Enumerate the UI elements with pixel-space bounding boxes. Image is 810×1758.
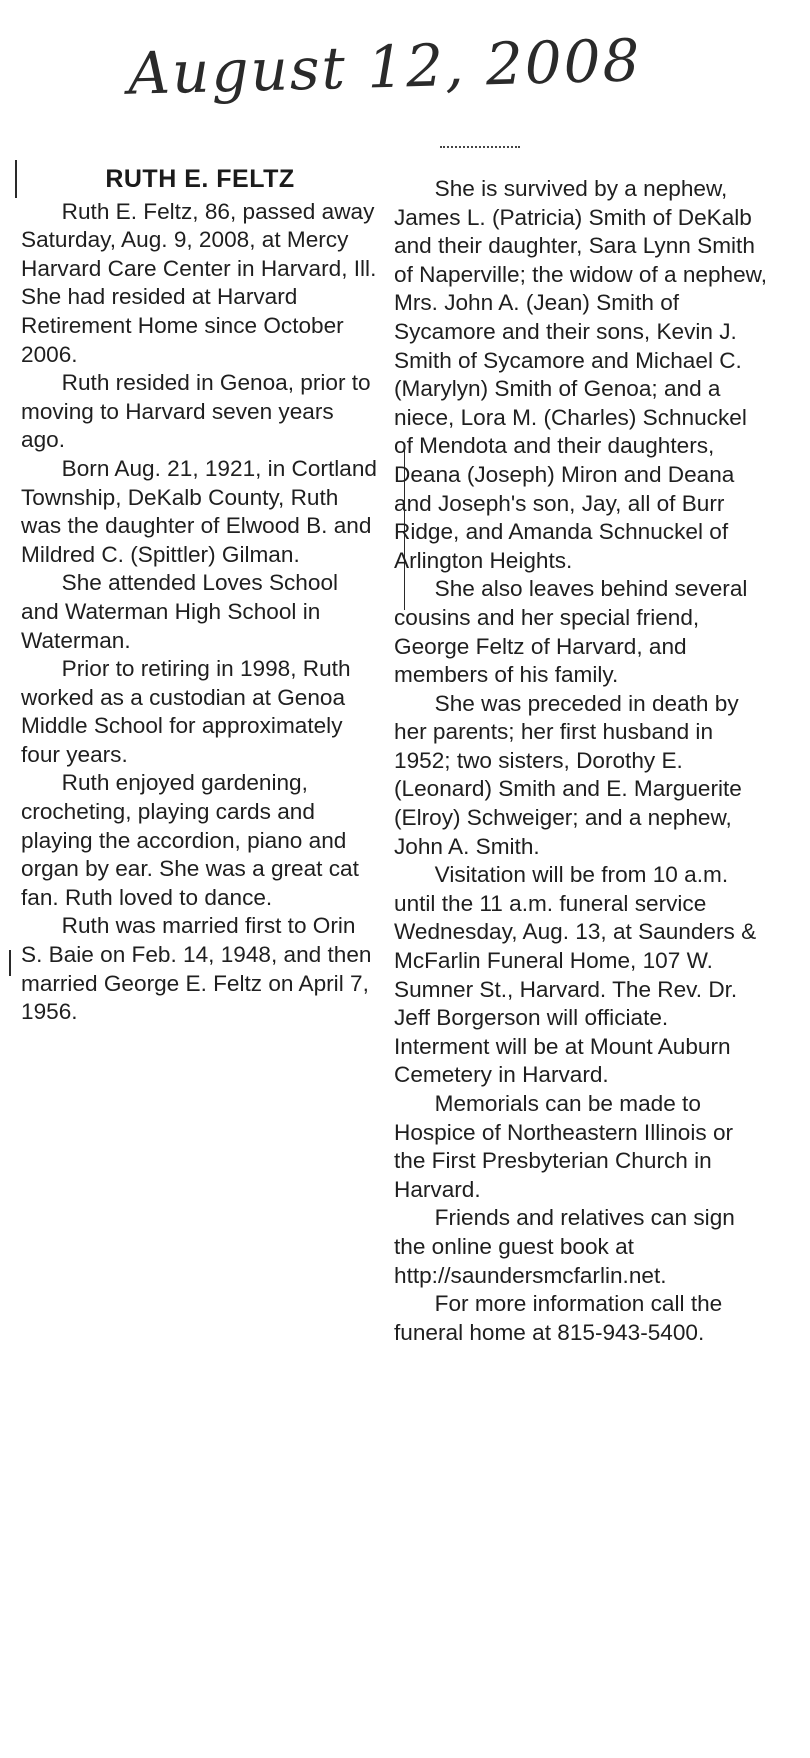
obituary-paragraph: Ruth E. Feltz, 86, passed away Saturday, Aug. 9, 2008, at Mercy Harvard Care Center in Harvard, Ill. She had resided at Harvard Retirement Home since October 2006. [21,198,377,367]
column-rule-left-lower [9,950,11,976]
obituary-paragraph: Ruth resided in Genoa, prior to moving to Harvard seven years ago. [21,370,371,453]
handwritten-date: August 12, 2008 [127,26,643,108]
column-rule-left [15,160,17,198]
obituary-paragraph: Visitation will be from 10 a.m. until the 11 a.m. funeral service Wednesday, Aug. 13, at Saunders & McFarlin Funeral Home, 107 W. Sumner St., Harvard. The Rev. Dr. Jeff Borgerson will officiate. Interment will be at Mount Auburn Cemetery in Harvard. [394,862,757,1088]
obituary-paragraph: Ruth was married first to Orin S. Baie on Feb. 14, 1948, and then married George E. Feltz on April 7, 1956. [21,913,372,1025]
clipped-text-remnant [440,146,520,156]
obituary-paragraph: Memorials can be made to Hospice of Northeastern Illinois or the First Presbyterian Church in Harvard. [394,1091,734,1202]
obituary-paragraph: She is survived by a nephew, James L. (Patricia) Smith of DeKalb and their daughter, Sara Lynn Smith of Naperville; the widow of a nephew, Mrs. John A. (Jean) Smith of Sycamore and their sons, Kevin J. Smith of Sycamore and Michael C. (Marylyn) Smith of Genoa; and a niece, Lora M. (Charles) Schnuckel of Mendota and their daughters, Deana (Joseph) Miron and Deana and Joseph's son, Jay, all of Burr Ridge, and Amanda Schnuckel of Arlington Heights. [394,176,768,573]
obituary-paragraph: She also leaves behind several cousins and her special friend, George Feltz of Harvard, and members of his family. [394,576,748,688]
obituary-paragraph: She attended Loves School and Waterman High School in Waterman. [21,570,339,653]
obituary-left-column [21,165,379,1027]
obituary-paragraph: For more information call the funeral home at 815-943-5400. [394,1291,723,1345]
obituary-paragraph: Ruth enjoyed gardening, crocheting, playing cards and playing the accordion, piano and organ by ear. She was a great cat fan. Ruth loved to dance. [21,770,359,910]
obituary-headline: RUTH E. FELTZ [105,165,295,193]
obituary-right-column [394,175,768,1347]
obituary-paragraph: Prior to retiring in 1998, Ruth worked as a custodian at Genoa Middle School for approximately four years. [21,656,351,767]
obituary-paragraph: Friends and relatives can sign the online guest book at http://saundersmcfarlin.net. [394,1205,735,1288]
obituary-paragraph: Born Aug. 21, 1921, in Cortland Township, DeKalb County, Ruth was the daughter of Elwood B. and Mildred C. (Spittler) Gilman. [21,455,377,567]
obituary-paragraph: She was preceded in death by her parents; her first husband in 1952; two sisters, Dorothy E. (Leonard) Smith and E. Marguerite (Elroy) Schweiger; and a nephew, John A. Smith. [394,690,742,859]
